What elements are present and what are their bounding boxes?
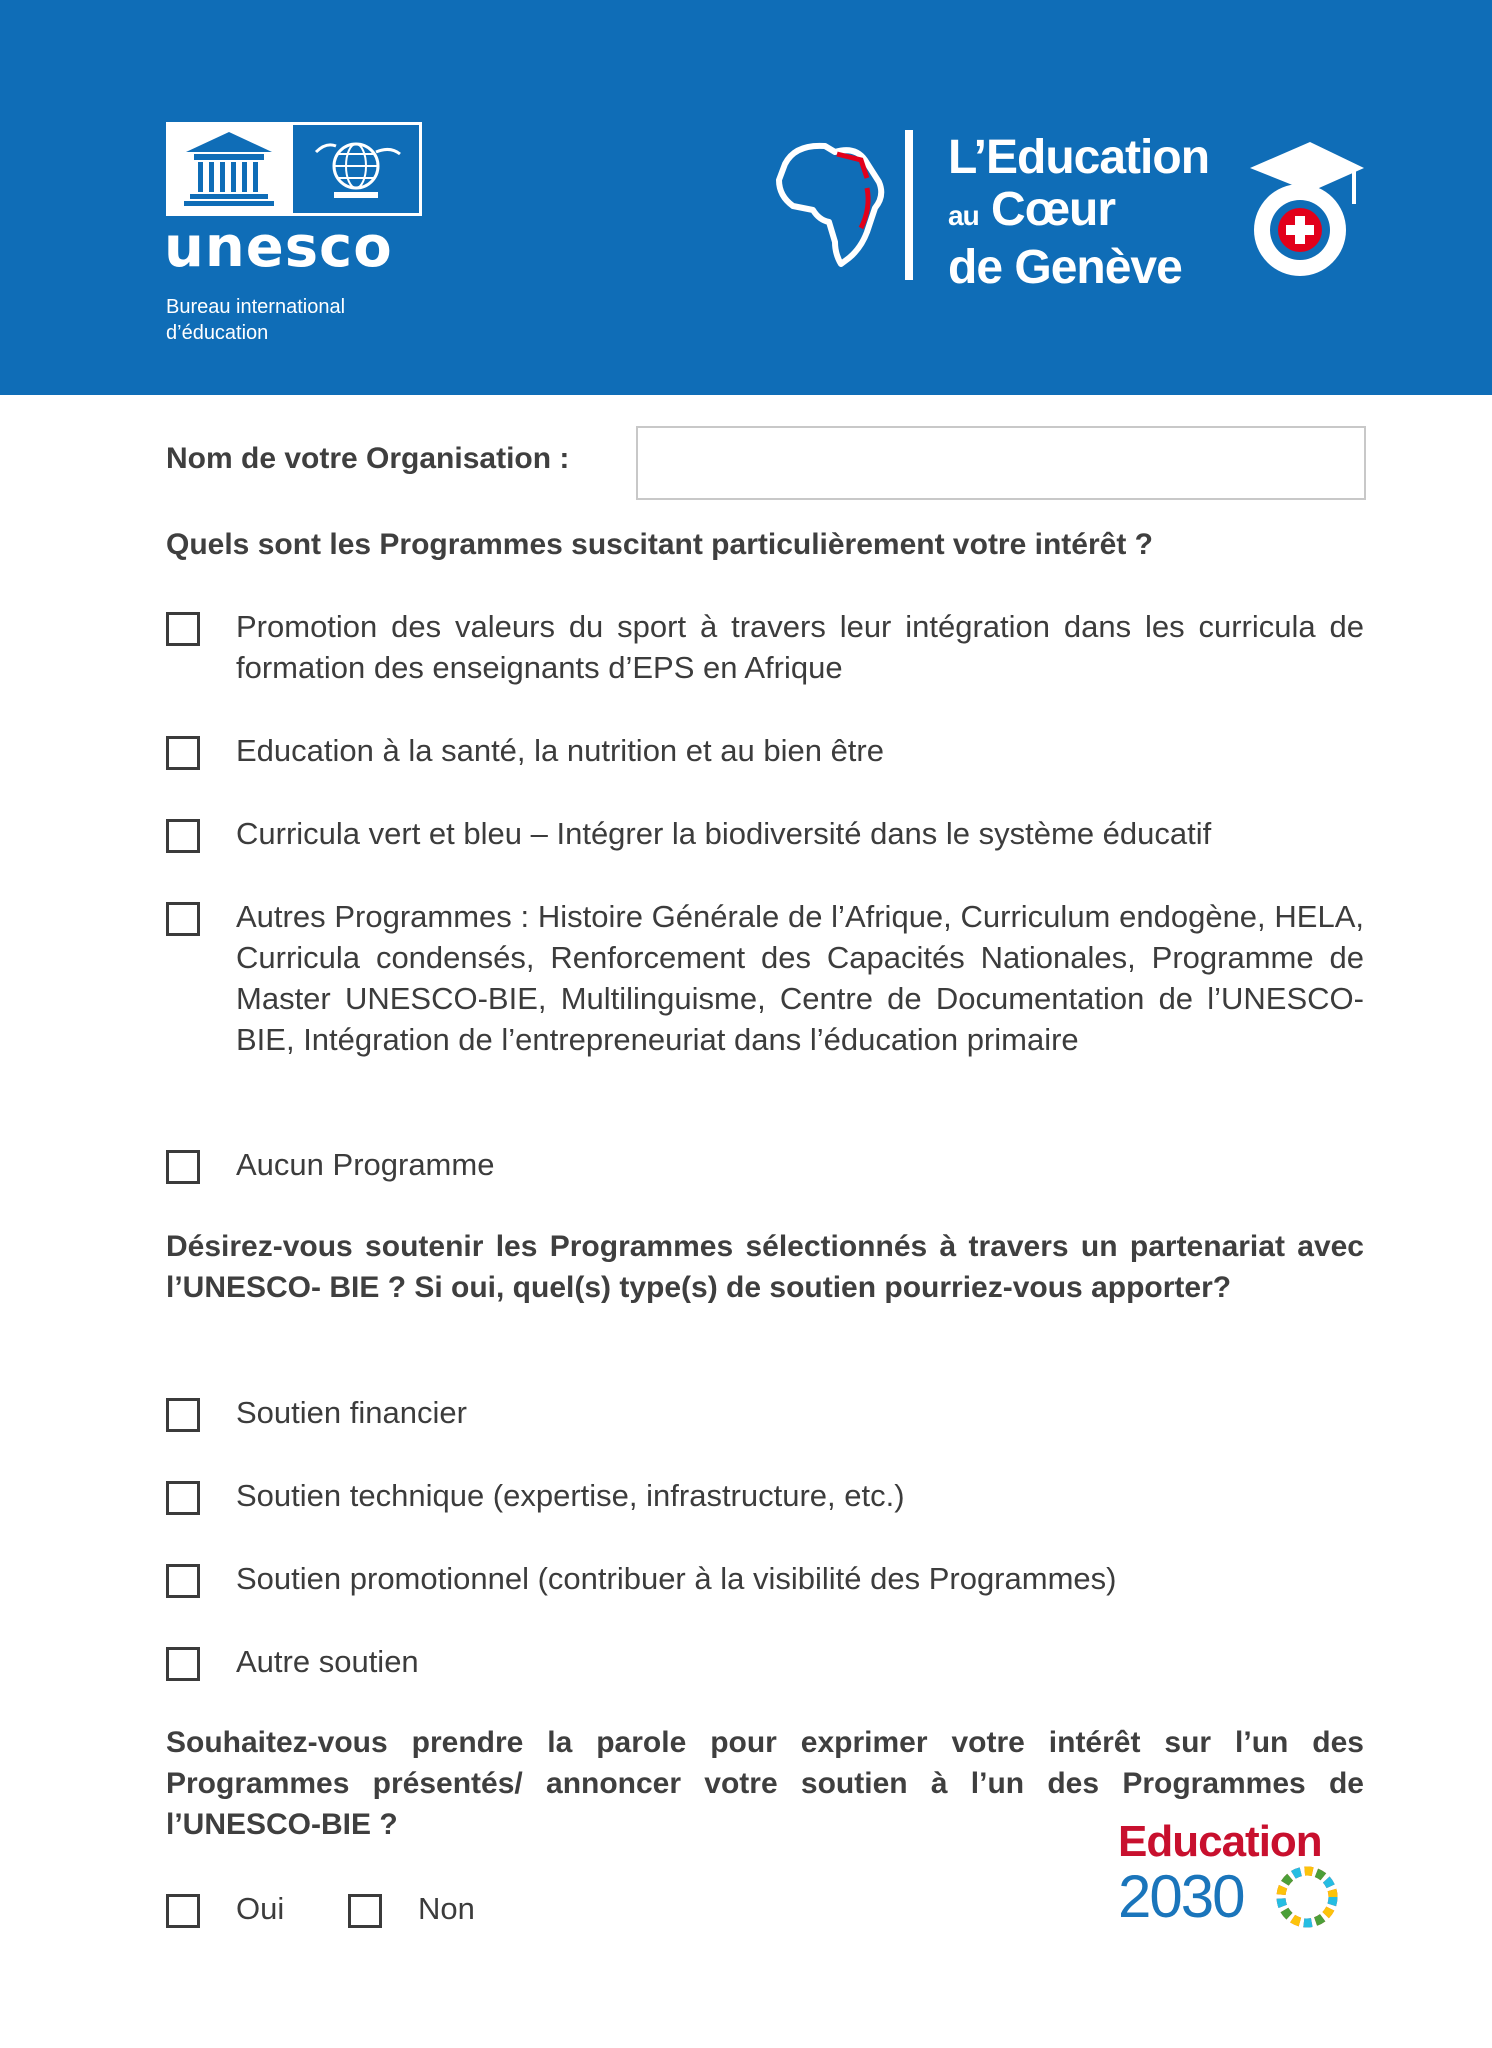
programme-label: Curricula vert et bleu – Intégrer la biodiversité dans le système éducatif bbox=[236, 816, 1212, 851]
support-label: Soutien technique (expertise, infrastructure, etc.) bbox=[236, 1478, 905, 1513]
africa-outline-logo bbox=[755, 122, 915, 282]
checkbox[interactable] bbox=[166, 1150, 200, 1184]
programme-label: Promotion des valeurs du sport à travers leur intégration dans les curricula de formation des enseignants d’EPS en Afrique bbox=[236, 609, 1364, 685]
checkbox[interactable] bbox=[166, 819, 200, 853]
checkbox-no[interactable] bbox=[348, 1894, 382, 1928]
checkbox[interactable] bbox=[166, 612, 200, 646]
event-line-2-main: Cœur bbox=[991, 183, 1115, 236]
org-name-input[interactable] bbox=[636, 426, 1366, 500]
programme-label: Education à la santé, la nutrition et au bien être bbox=[236, 733, 884, 768]
education-2030-logo bbox=[1118, 1817, 1322, 1930]
sdg-wheel-icon bbox=[1276, 1866, 1338, 1928]
support-label: Soutien promotionnel (contribuer à la visibilité des Programmes) bbox=[236, 1561, 1117, 1596]
event-line-1: L’Education bbox=[948, 131, 1210, 184]
no-label: Non bbox=[418, 1891, 475, 1926]
question-partnership: Désirez-vous soutenir les Programmes sélectionnés à travers un partenariat avec l’UNESCO- BIE ? Si oui, quel(s) type(s) de soutien pourriez-vous apporter? bbox=[166, 1230, 1364, 1304]
yes-option[interactable] bbox=[166, 1888, 326, 1934]
question-speak: Souhaitez-vous prendre la parole pour exprimer votre intérêt sur l’un des Programmes présentés/ annoncer votre soutien à l’un des Programmes de l’UNESCO-BIE ? bbox=[166, 1726, 1364, 1841]
checkbox[interactable] bbox=[166, 1398, 200, 1432]
support-label: Autre soutien bbox=[236, 1644, 419, 1679]
bureau-line-2: d’éducation bbox=[166, 322, 269, 344]
education-2030-year-row bbox=[1118, 1864, 1322, 1930]
question-programmes: Quels sont les Programmes suscitant particulièrement votre intérêt ? bbox=[166, 528, 1153, 561]
support-label: Soutien financier bbox=[236, 1395, 467, 1430]
programme-label: Autres Programmes : Histoire Générale de l’Afrique, Curriculum endogène, HELA, Curricula condensés, Renforcement des Capacités Nationales, Programme de Master UNESCO-BIE, Multilinguisme, Centre de Documentation de l’UNESCO-BIE, Intégration de l’entrepreneuriat dans l’éducation primaire bbox=[236, 899, 1364, 1057]
header-banner bbox=[0, 0, 1492, 395]
education-2030-word: Education bbox=[1118, 1817, 1322, 1866]
education-2030-year: 2030 bbox=[1118, 1863, 1244, 1930]
bureau-caption bbox=[166, 294, 345, 346]
event-line-2 bbox=[948, 184, 1209, 242]
event-line-2-prefix: au bbox=[948, 200, 979, 231]
bureau-line-1: Bureau international bbox=[166, 296, 346, 318]
event-line-3: de Genève bbox=[948, 241, 1182, 294]
programme-label: Aucun Programme bbox=[236, 1147, 495, 1182]
checkbox[interactable] bbox=[166, 736, 200, 770]
checkbox[interactable] bbox=[166, 902, 200, 936]
unesco-temple-logo bbox=[166, 122, 422, 216]
checkbox-yes[interactable] bbox=[166, 1894, 200, 1928]
org-label: Nom de votre Organisation : bbox=[166, 442, 570, 475]
no-option[interactable] bbox=[348, 1888, 508, 1934]
unesco-wordmark: unesco bbox=[164, 215, 393, 280]
checkbox[interactable] bbox=[166, 1647, 200, 1681]
checkbox[interactable] bbox=[166, 1564, 200, 1598]
yes-label: Oui bbox=[236, 1891, 285, 1926]
graduation-cap-icon bbox=[1240, 138, 1370, 288]
checkbox[interactable] bbox=[166, 1481, 200, 1515]
event-title bbox=[948, 132, 1209, 294]
